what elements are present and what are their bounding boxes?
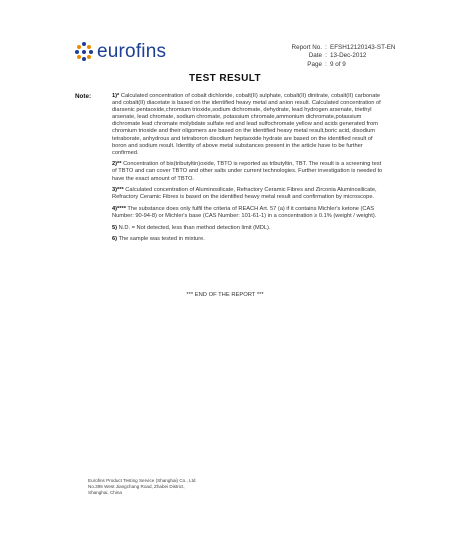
page-row: Page : 9 of 9 (286, 61, 395, 69)
footer-city: Shanghai, China (88, 490, 122, 496)
note-marker: 4)**** (112, 205, 126, 212)
date-label: Date (308, 52, 322, 60)
note-item (112, 187, 384, 201)
note-marker: 3)*** (112, 187, 124, 194)
note-marker: 2)** (112, 161, 122, 168)
note-text: The sample was tested in mixture. (117, 236, 205, 243)
end-of-report: *** END OF THE REPORT *** (186, 292, 264, 298)
eurofins-dots-icon (74, 42, 94, 62)
note-marker: 1)* (112, 93, 120, 99)
note-text: N.D. = Not detected, less than method detection limit (MDL). (117, 224, 271, 231)
footer-company: Eurofins Product Testing Service (Shanghai) Co., Ltd (88, 478, 196, 483)
note-text: Calculated concentration of cobalt dichloride, cobalt(II) sulphate, cobalt(II) dinitrate, cobalt(II) carbonate and cobalt(II) diacetate is based on the identified heavy metal and anion result. Calculated concentration of diarsenic pentaoxide,chromium trioxide,sodium dichromate, dehydrate, lead hydrogen arsenate, triethyl arsenate, lead chromate, sodium chromate, potassium chromate,ammonium dichromate,potassium dichromate lead chromate molybdate sulfate red and lead sulfochromate yellow and acids generated from chromium trioxide and their oligomers are based on the identified heavy metal result,boric acid, disodium tetraborate, anhydrous and tetraboron disodium heptaoxide hydrate are based on the identified result of boron and sodium result. Identity of above metal substances present in the article have to be further confirmed. (112, 93, 381, 156)
note-text: Calculated concentration of Aluminosilicate, Refractory Ceramic Fibres and Zirconia Aluminosilicate, Refractory Ceramic Fibres is based on the identified heavy metal result and confirmation by microscope. (112, 187, 377, 201)
date-value: 13-Dec-2012 (330, 52, 367, 60)
note-text: The substance does only fulfil the criteria of REACH Art. 57 (a) if it contains Michler's ketone (CAS Number: 90-94-8) or Michler's base (CAS Number: 101-61-1) in a concentration ≥ 0.1% (weight / weight). (112, 205, 377, 219)
logo-text: eurofins (97, 41, 167, 62)
note-item (112, 93, 384, 157)
note-item (112, 161, 384, 182)
note-item (112, 225, 384, 232)
note-marker: 6) (112, 236, 118, 243)
note-marker: 5) (112, 224, 118, 231)
page-label: Page (307, 60, 322, 68)
report-meta (286, 44, 395, 69)
footer-address (88, 478, 195, 497)
page-value: 9 of 9 (330, 60, 346, 68)
footer-street: No.395 West Jiangchang Road, Zhabei District, (88, 484, 185, 490)
note-text: Concentration of bis(tributyltin)oxide, TBTO is reported as tributyltin, TBT. The result is a screening test of TBTO and can cover TBTO and other salts under current technologies. Further investigation is needed to have the exact amount of TBTO. (112, 161, 383, 182)
report-no-row: Report No. : EFSH12120143-ST-EN (286, 44, 395, 52)
note-item (112, 236, 384, 243)
notes-list (112, 93, 384, 248)
report-no-label: Report No. (291, 44, 322, 51)
note-item (112, 206, 384, 220)
page-title: TEST RESULT (189, 73, 261, 84)
date-row: Date : 13-Dec-2012 (286, 52, 395, 60)
eurofins-logo (74, 41, 166, 63)
note-label: Note: (75, 93, 92, 100)
report-no-value: EFSH12120143-ST-EN (330, 44, 396, 51)
